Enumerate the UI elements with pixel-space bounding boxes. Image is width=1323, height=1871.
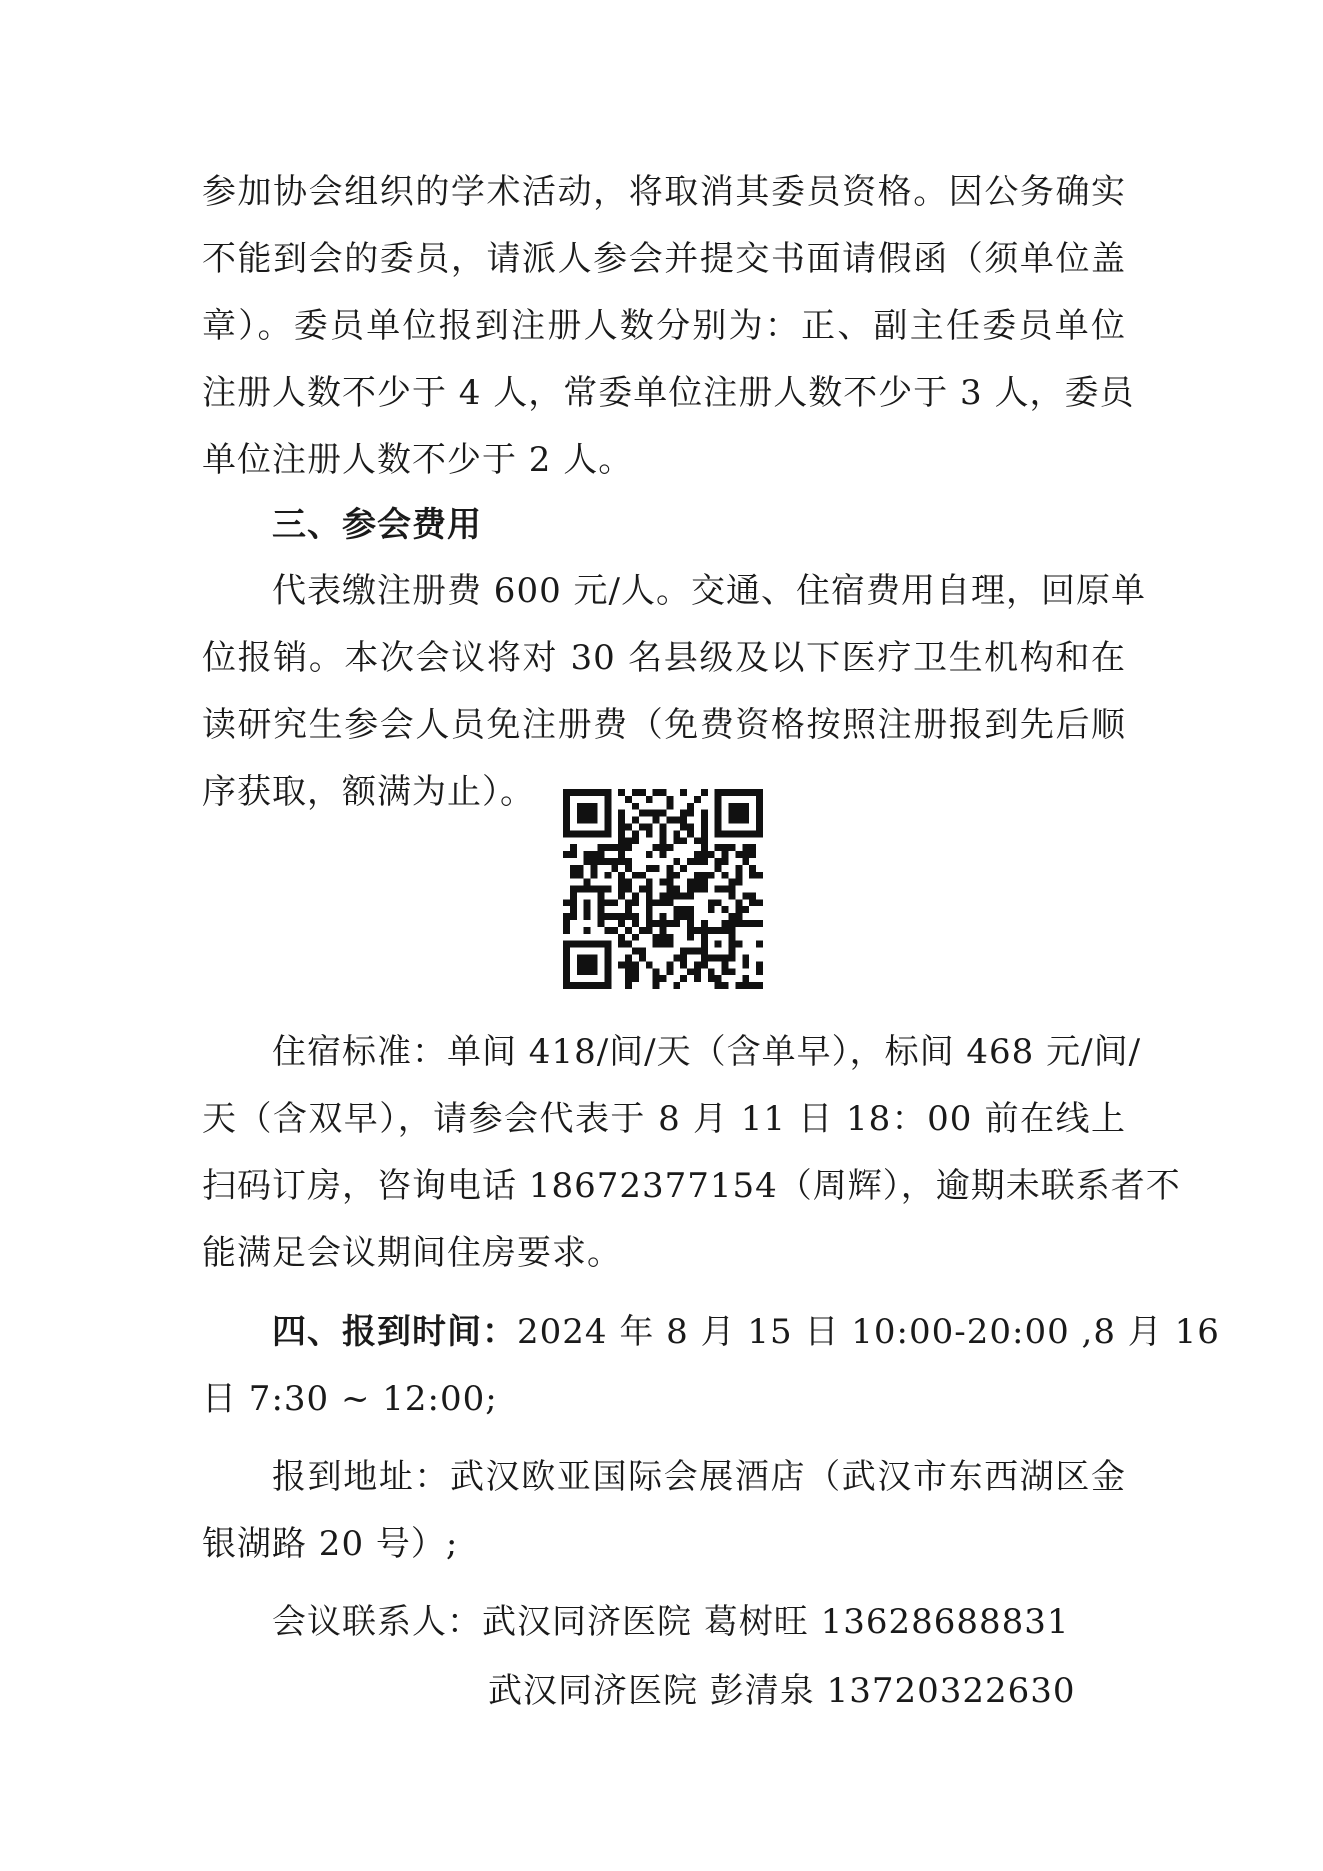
address-line-1: 报到地址：武汉欧亚国际会展酒店（武汉市东西湖区金 — [272, 1457, 1126, 1497]
contacts-label: 会议联系人： — [272, 1602, 482, 1642]
qr-code-icon — [563, 789, 763, 989]
paragraph-1-line-4: 注册人数不少于 4 人，常委单位注册人数不少于 3 人，委员 — [202, 373, 1135, 413]
hotel-booking-qr-code[interactable] — [563, 789, 763, 989]
contact-2: 武汉同济医院 彭清泉 13720322630 — [488, 1671, 1076, 1711]
registration-time-day1: 2024 年 8 月 15 日 10:00-20:00 ,8 月 16 — [517, 1312, 1220, 1352]
contact-1: 武汉同济医院 葛树旺 13628688831 — [482, 1602, 1070, 1642]
section-4-line-1 — [272, 1297, 1220, 1367]
paragraph-1-line-5: 单位注册人数不少于 2 人。 — [202, 440, 634, 480]
section-4-line-2: 日 7:30 ~ 12:00; — [202, 1379, 498, 1419]
address-line-2: 银湖路 20 号）; — [202, 1524, 459, 1564]
contacts-line-1 — [272, 1587, 1126, 1657]
paragraph-2-line-3: 读研究生参会人员免注册费（免费资格按照注册报到先后顺 — [202, 705, 1126, 745]
paragraph-1-line-2: 不能到会的委员，请派人参会并提交书面请假函（须单位盖 — [202, 239, 1126, 279]
section-4-heading: 四、报到时间： — [272, 1312, 517, 1352]
section-3-heading: 三、参会费用 — [272, 505, 482, 545]
paragraph-2-line-2: 位报销。本次会议将对 30 名县级及以下医疗卫生机构和在 — [202, 638, 1126, 678]
paragraph-1-line-1: 参加协会组织的学术活动，将取消其委员资格。因公务确实 — [202, 172, 1126, 212]
paragraph-3-line-3: 扫码订房，咨询电话 18672377154（周辉），逾期未联系者不 — [202, 1166, 1181, 1206]
paragraph-2-line-1: 代表缴注册费 600 元/人。交通、住宿费用自理，回原单 — [272, 571, 1146, 611]
paragraph-3-line-1: 住宿标准：单间 418/间/天（含单早），标间 468 元/间/ — [272, 1032, 1142, 1072]
paragraph-1-line-3: 章）。委员单位报到注册人数分别为：正、副主任委员单位 — [202, 306, 1126, 346]
paragraph-3-line-4: 能满足会议期间住房要求。 — [202, 1233, 622, 1273]
paragraph-2-line-4: 序获取，额满为止）。 — [202, 772, 535, 812]
paragraph-3-line-2: 天（含双早），请参会代表于 8 月 11 日 18：00 前在线上 — [202, 1099, 1126, 1139]
